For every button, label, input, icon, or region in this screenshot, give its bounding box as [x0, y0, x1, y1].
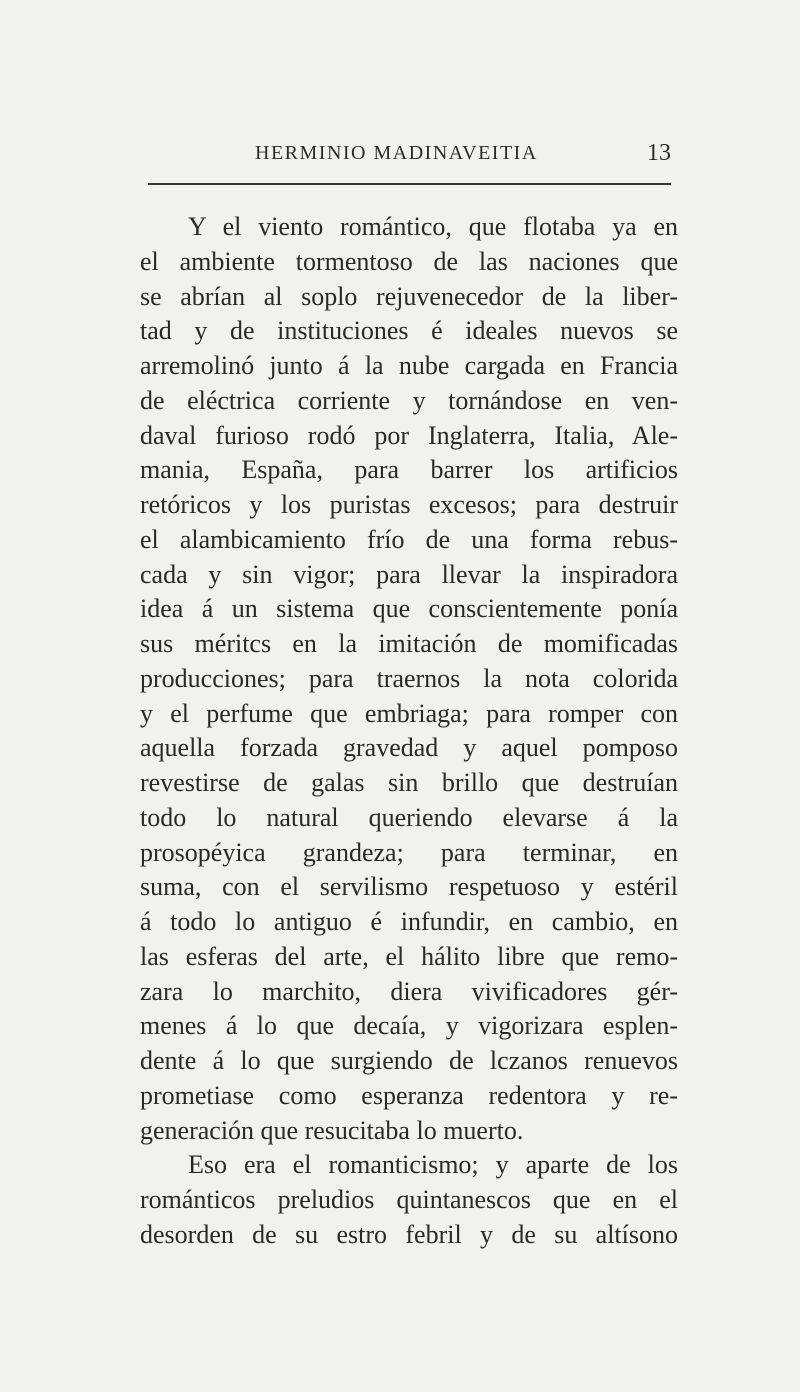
text-line: zara lo marchito, diera vivificadores gér-	[140, 976, 678, 1006]
text-line: dente á lo que surgiendo de lczanos renuevos	[140, 1046, 678, 1075]
text-line: menes á lo que decaía, y vigorizara esplen-	[140, 1011, 678, 1041]
text-line: generación que resucitaba lo muerto.	[140, 1115, 524, 1145]
text-line: aquella forzada gravedad y aquel pomposo	[140, 733, 678, 763]
text-line: y el perfume que embriaga; para romper con	[140, 698, 678, 728]
page-number: 13	[647, 140, 671, 166]
text-line: mania, España, para barrer los artificios	[140, 455, 678, 485]
text-line: sus méritcs en la imitación de momificadas	[140, 629, 678, 658]
text-line: prometiase como esperanza redentora y re-	[140, 1080, 678, 1110]
text-line: daval furioso rodó por Inglaterra, Italia, Ale-	[140, 420, 678, 450]
text-line: las esferas del arte, el hálito libre que remo-	[140, 941, 678, 971]
running-head-author: HERMINIO MADINAVEITIA	[255, 142, 538, 164]
running-head	[255, 140, 685, 174]
text-line: el ambiente tormentoso de las naciones que	[140, 246, 678, 276]
text-line: á todo lo antiguo é infundir, en cambio, en	[140, 907, 678, 936]
text-line: Y el viento romántico, que flotaba ya en	[188, 212, 678, 241]
text-line: todo lo natural queriendo elevarse á la	[140, 802, 678, 832]
body-text	[140, 210, 678, 1253]
text-line: revestirse de galas sin brillo que destruían	[140, 768, 678, 797]
text-line: retóricos y los puristas excesos; para destruir	[140, 490, 678, 519]
text-line: tad y de instituciones é ideales nuevos se	[140, 316, 678, 346]
text-line: románticos preludios quintanescos que en el	[140, 1185, 678, 1214]
text-line: idea á un sistema que conscientemente ponía	[140, 594, 678, 624]
text-line: se abrían al soplo rejuvenecedor de la liber-	[140, 281, 678, 311]
text-line: de eléctrica corriente y tornándose en ven-	[140, 385, 678, 415]
text-line: Eso era el romanticismo; y aparte de los	[188, 1150, 678, 1180]
text-line: prosopéyica grandeza; para terminar, en	[140, 837, 678, 867]
text-line: arremolinó junto á la nube cargada en Francia	[140, 351, 678, 380]
text-line: desorden de su estro febril y de su altísono	[140, 1219, 678, 1249]
text-line: suma, con el servilismo respetuoso y estéril	[140, 872, 678, 902]
header-rule	[148, 183, 671, 185]
text-line: el alambicamiento frío de una forma rebus-	[140, 524, 678, 554]
text-line: cada y sin vigor; para llevar la inspiradora	[140, 559, 678, 589]
text-line: producciones; para traernos la nota colorida	[140, 663, 678, 693]
